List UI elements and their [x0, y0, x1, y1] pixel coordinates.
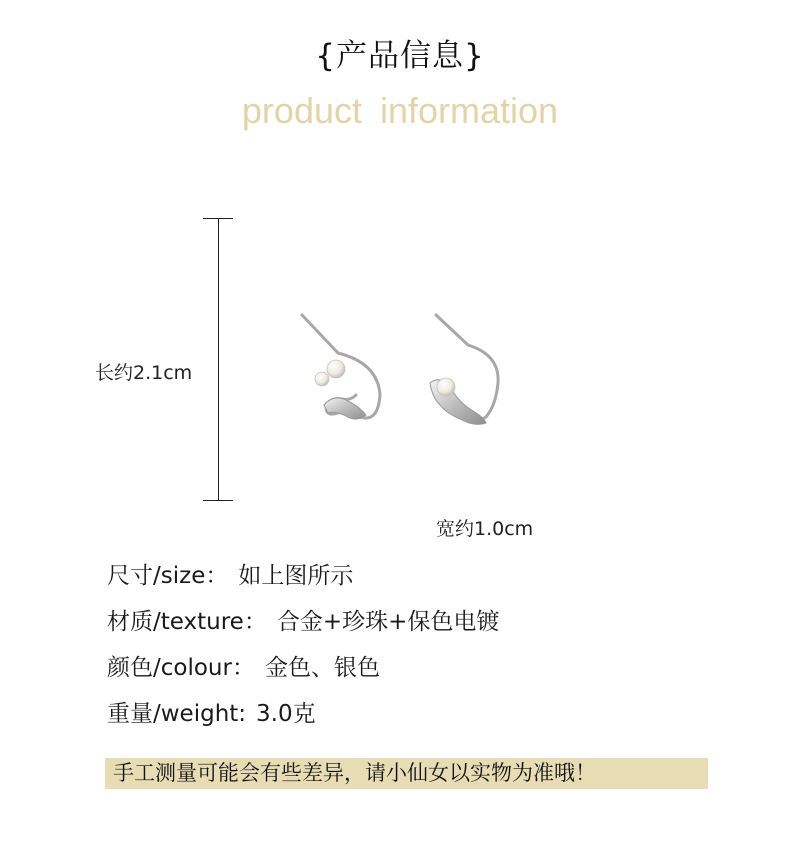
spec-row-texture	[107, 606, 499, 652]
spec-value: 如上图所示	[238, 563, 354, 589]
page-title: {产品信息}	[315, 38, 485, 74]
spec-label: 尺寸/size：	[107, 563, 229, 589]
ruler-bottom-cap	[203, 500, 233, 501]
width-label: 宽约1.0cm	[436, 518, 534, 540]
page-subtitle: product information	[241, 90, 559, 131]
spec-value: 金色、银色	[264, 655, 380, 681]
measurement-notice: 手工测量可能会有些差异，请小仙女以实物为准哦！	[105, 758, 708, 789]
spec-row-weight	[107, 698, 499, 744]
spec-row-colour	[107, 652, 499, 698]
spec-row-size	[107, 560, 499, 606]
spec-label: 重量/weight:	[107, 701, 247, 727]
ruler-stem	[218, 218, 219, 501]
spec-label: 材质/texture：	[107, 609, 267, 635]
earring-right	[430, 315, 498, 424]
length-ruler	[203, 218, 233, 501]
spec-value: 3.0克	[256, 701, 316, 727]
spec-value: 合金+珍珠+保色电镀	[276, 609, 500, 635]
spec-list	[107, 560, 499, 744]
earring-left	[302, 315, 380, 419]
earrings-photo	[290, 305, 520, 435]
length-label: 长约2.1cm	[95, 362, 193, 384]
spec-label: 颜色/colour：	[107, 655, 255, 681]
